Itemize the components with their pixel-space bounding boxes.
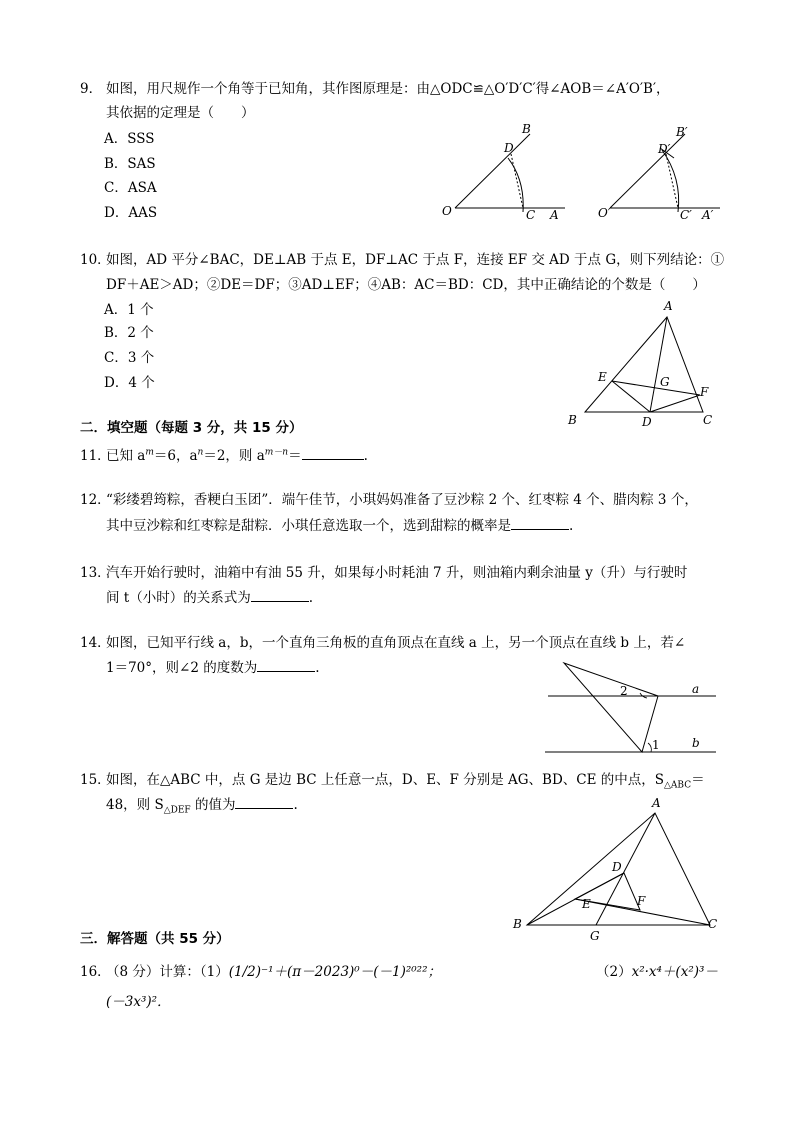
label-O: O	[442, 204, 452, 218]
label-A: A	[550, 208, 559, 222]
q12-answer-blank[interactable]	[511, 517, 569, 530]
q11-text: 已知 $a^m=6$，$a^n=2$，则 $a^{m-n}=$ .	[106, 447, 368, 464]
q13-number: 13．	[80, 565, 111, 581]
q14-line1: 如图，已知平行线 a，b，一个直角三角板的直角顶点在直线 a 上，另一个顶点在直线 b 上，若∠	[106, 635, 686, 651]
q15-answer-blank[interactable]	[235, 796, 293, 809]
q10-line2: DF＋AE＞AD；②DE＝DF；③AD⊥EF；④AB：AC＝BD：CD，其中正确结论的个数是（ ）	[106, 277, 706, 293]
q9-option-b: B．SAS	[104, 156, 156, 172]
label-angle-1: 1	[652, 738, 660, 752]
label-D-prime: D′	[658, 142, 671, 156]
q9-line1: 如图，用尺规作一个角等于已知角，其作图原理是：由△ODC≌△O′D′C′得∠AOB＝∠A′O′B′，	[106, 81, 670, 97]
q15-line2: 48，则 $S_{\triangle DEF}$ 的值为 .	[106, 797, 298, 816]
label-F: F	[637, 894, 646, 908]
label-D: D	[504, 141, 514, 155]
q16-part2: （2）x²·x⁴＋(x²)³－	[596, 964, 718, 980]
section-solutions: 三．解答题（共 55 分）	[80, 931, 230, 947]
q10-option-c: C．3 个	[104, 350, 155, 366]
q11-number: 11．	[80, 448, 111, 464]
label-B: B	[513, 917, 522, 931]
q9-line2: 其依据的定理是（ ）	[106, 105, 255, 121]
q9-number: 9．	[80, 81, 103, 97]
q12-number: 12．	[80, 492, 111, 508]
label-D: D	[642, 415, 652, 429]
label-A-prime: A′	[702, 208, 714, 222]
label-A: A	[652, 796, 661, 810]
label-C: C	[526, 208, 536, 222]
q10-figure	[560, 295, 730, 435]
q16-part2-expression: x²·x⁴＋(x²)³－	[631, 964, 718, 980]
q14-number: 14．	[80, 635, 111, 651]
q14-answer-blank[interactable]	[257, 659, 315, 672]
q16-part1: （8 分）计算：（1）(1/2)⁻¹＋(π－2023)⁰－(－1)²⁰²²；	[106, 964, 441, 980]
q12-line2: 其中豆沙粽和红枣粽是甜粽．小琪任意选取一个，选到甜粽的概率是 .	[106, 518, 574, 534]
label-G: G	[660, 375, 670, 389]
q13-answer-blank[interactable]	[251, 589, 309, 602]
q10-number: 10．	[80, 252, 111, 268]
label-D: D	[612, 860, 622, 874]
label-O-prime: O′	[598, 206, 611, 220]
label-C-prime: C′	[680, 208, 692, 222]
q15-figure	[510, 795, 725, 945]
q9-option-d: D．AAS	[104, 205, 158, 221]
q15-number: 15．	[80, 772, 111, 788]
label-line-b: b	[692, 736, 700, 750]
q16-part2-continued: (－3x³)²．	[106, 994, 171, 1010]
label-G: G	[590, 929, 600, 943]
q14-line2: 1＝70°，则∠2 的度数为 .	[106, 660, 320, 676]
q12-line1: “彩缕碧筠粽，香粳白玉团”．端午佳节，小琪妈妈准备了豆沙粽 2 个、红枣粽 4 个、腊肉粽 3 个，	[106, 492, 698, 508]
q9-figure	[430, 120, 730, 230]
label-F: F	[700, 385, 709, 399]
q13-line2: 间 t（小时）的关系式为 .	[106, 590, 314, 606]
q16-number: 16．	[80, 964, 111, 980]
label-C: C	[703, 413, 713, 427]
q10-option-b: B．2 个	[104, 325, 154, 341]
label-angle-2: 2	[620, 684, 628, 698]
q11-answer-blank[interactable]	[302, 447, 364, 460]
q9-option-c: C．ASA	[104, 180, 157, 196]
label-E: E	[582, 897, 591, 911]
label-E: E	[598, 370, 607, 384]
q16-part1-expression: (1/2)⁻¹＋(π－2023)⁰－(－1)²⁰²²；	[228, 964, 441, 980]
label-B: B	[568, 413, 577, 427]
q13-line1: 汽车开始行驶时，油箱中有油 55 升，如果每小时耗油 7 升，则油箱内剩余油量 y（升）与行驶时	[106, 565, 688, 581]
label-B: B	[522, 122, 531, 136]
q10-option-d: D．4 个	[104, 375, 155, 391]
q10-line1: 如图，AD 平分∠BAC，DE⊥AB 于点 E，DF⊥AC 于点 F，连接 EF 交 AD 于点 G，则下列结论：①	[106, 252, 725, 268]
section-fill-in-blank: 二．填空题（每题 3 分，共 15 分）	[80, 420, 303, 436]
label-B-prime: B′	[676, 125, 688, 139]
q14-figure	[540, 655, 720, 760]
q10-option-a: A．1 个	[104, 302, 154, 318]
q15-line1: 如图，在△ABC 中，点 G 是边 BC 上任意一点，D、E、F 分别是 AG、BD、CE 的中点，$S_{\triangle ABC}=$	[106, 772, 705, 791]
q9-option-a: A．SSS	[104, 131, 155, 147]
label-C: C	[708, 917, 718, 931]
label-A: A	[664, 299, 673, 313]
label-line-a: a	[692, 682, 700, 696]
